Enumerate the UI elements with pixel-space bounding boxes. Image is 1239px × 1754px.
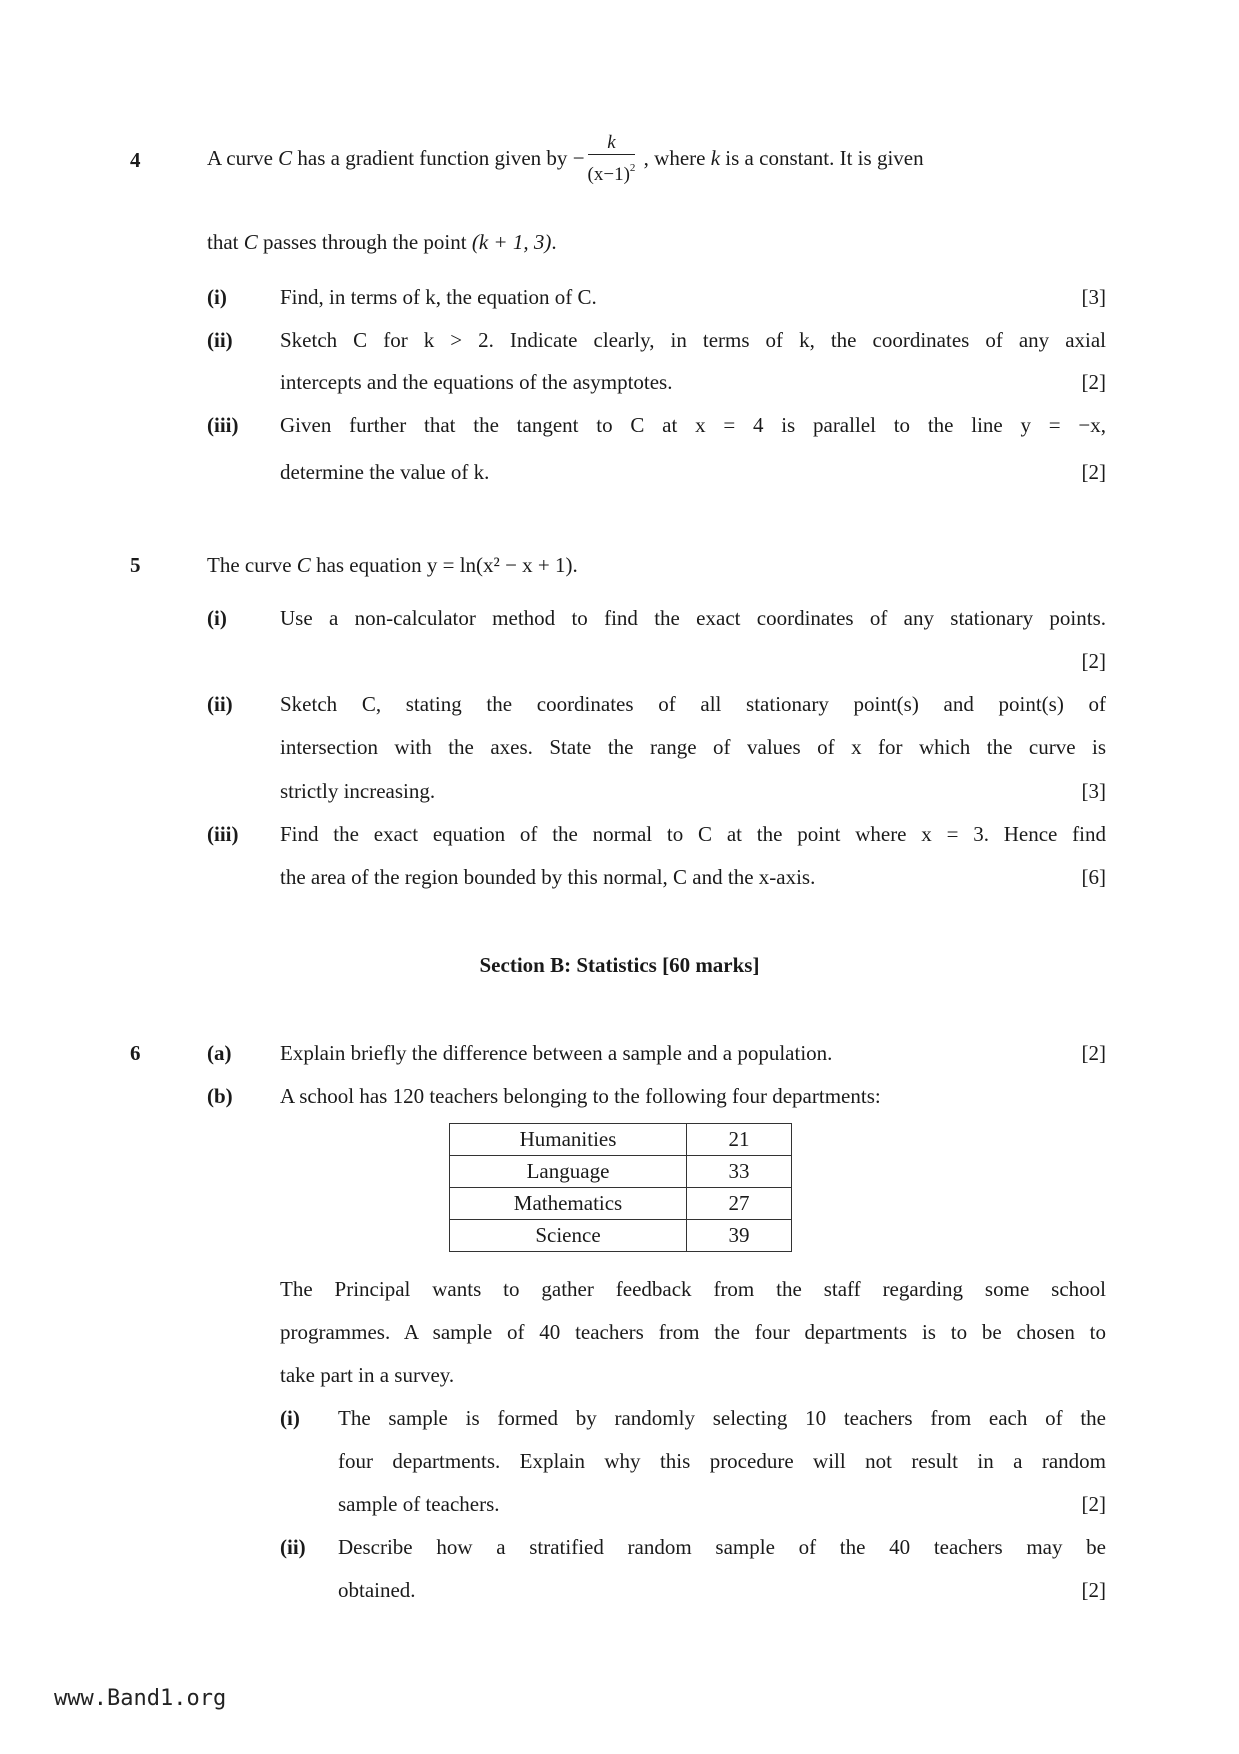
marks: [2] xyxy=(1081,1492,1106,1516)
footer-watermark: www.Band1.org xyxy=(54,1686,227,1711)
part-text: obtained. xyxy=(338,1578,416,1602)
question-number: 5 xyxy=(130,553,141,577)
marks: [2] xyxy=(1081,460,1106,484)
part-text: Sketch C for k > 2. Indicate clearly, in terms of k, the coordinates of any axial xyxy=(280,328,1106,352)
department-cell: Science xyxy=(450,1220,687,1252)
department-cell: Language xyxy=(450,1156,687,1188)
part-text: intercepts and the equations of the asymptotes. xyxy=(280,370,673,394)
departments-table xyxy=(449,1123,792,1252)
part-text: the area of the region bounded by this normal, C and the x-axis. xyxy=(280,865,816,889)
count-cell: 21 xyxy=(687,1124,792,1156)
part-text: determine the value of k. xyxy=(280,460,490,484)
part-text: A school has 120 teachers belonging to the following four departments: xyxy=(280,1084,881,1108)
part-text: Use a non-calculator method to find the exact coordinates of any stationary points. xyxy=(280,606,1106,630)
part-label: (ii) xyxy=(207,328,233,352)
marks: [2] xyxy=(1081,370,1106,394)
curve-equation: y = ln(x² − x + 1). xyxy=(426,553,578,577)
count-cell: 39 xyxy=(687,1220,792,1252)
department-cell: Mathematics xyxy=(450,1188,687,1220)
question-number: 4 xyxy=(130,148,141,172)
part-text: Find the exact equation of the normal to C at the point where x = 3. Hence find xyxy=(280,822,1106,846)
count-cell: 27 xyxy=(687,1188,792,1220)
part-label: (i) xyxy=(207,606,227,630)
marks: [6] xyxy=(1081,865,1106,889)
marks: [3] xyxy=(1081,779,1106,803)
part-text: Given further that the tangent to C at x = 4 is parallel to the line y = −x, xyxy=(280,413,1106,437)
marks: [2] xyxy=(1081,1041,1106,1065)
part-text: four departments. Explain why this procedure will not result in a random xyxy=(338,1449,1106,1473)
table-row xyxy=(450,1156,792,1188)
part-label: (ii) xyxy=(280,1535,306,1559)
part-text: Sketch C, stating the coordinates of all stationary point(s) and point(s) of xyxy=(280,692,1106,716)
part-label: (i) xyxy=(280,1406,300,1430)
marks: [3] xyxy=(1081,285,1106,309)
gradient-fraction: − $\frac{k}{(x-1)^2}$ xyxy=(572,132,636,185)
marks: [2] xyxy=(1081,649,1106,673)
part-label: (ii) xyxy=(207,692,233,716)
part-label: (a) xyxy=(207,1041,232,1065)
table-row xyxy=(450,1124,792,1156)
question-stem-line-1: A curve C has a gradient function given by − $\frac{k}{(x-1)^2}$ , where k is a constant. It is given xyxy=(207,132,924,185)
question-stem: The curve C has equation y = ln(x² − x + 1). xyxy=(207,553,578,577)
table-row xyxy=(450,1220,792,1252)
part-label: (iii) xyxy=(207,822,239,846)
part-text: Explain briefly the difference between a sample and a population. xyxy=(280,1041,833,1065)
section-heading: Section B: Statistics [60 marks] xyxy=(479,953,760,977)
part-text: strictly increasing. xyxy=(280,779,436,803)
table-row xyxy=(450,1188,792,1220)
part-text: Describe how a stratified random sample of the 40 teachers may be xyxy=(338,1535,1106,1559)
part-label: (i) xyxy=(207,285,227,309)
part-text: The sample is formed by randomly selecting 10 teachers from each of the xyxy=(338,1406,1106,1430)
question-stem-line-2: that C passes through the point (k + 1, 3). xyxy=(207,230,557,254)
part-label: (iii) xyxy=(207,413,239,437)
count-cell: 33 xyxy=(687,1156,792,1188)
marks: [2] xyxy=(1081,1578,1106,1602)
part-text: sample of teachers. xyxy=(338,1492,500,1516)
department-cell: Humanities xyxy=(450,1124,687,1156)
part-text: intersection with the axes. State the range of values of x for which the curve is xyxy=(280,735,1106,759)
part-label: (b) xyxy=(207,1084,233,1108)
question-number: 6 xyxy=(130,1041,141,1065)
part-text: Find, in terms of k, the equation of C. xyxy=(280,285,597,309)
